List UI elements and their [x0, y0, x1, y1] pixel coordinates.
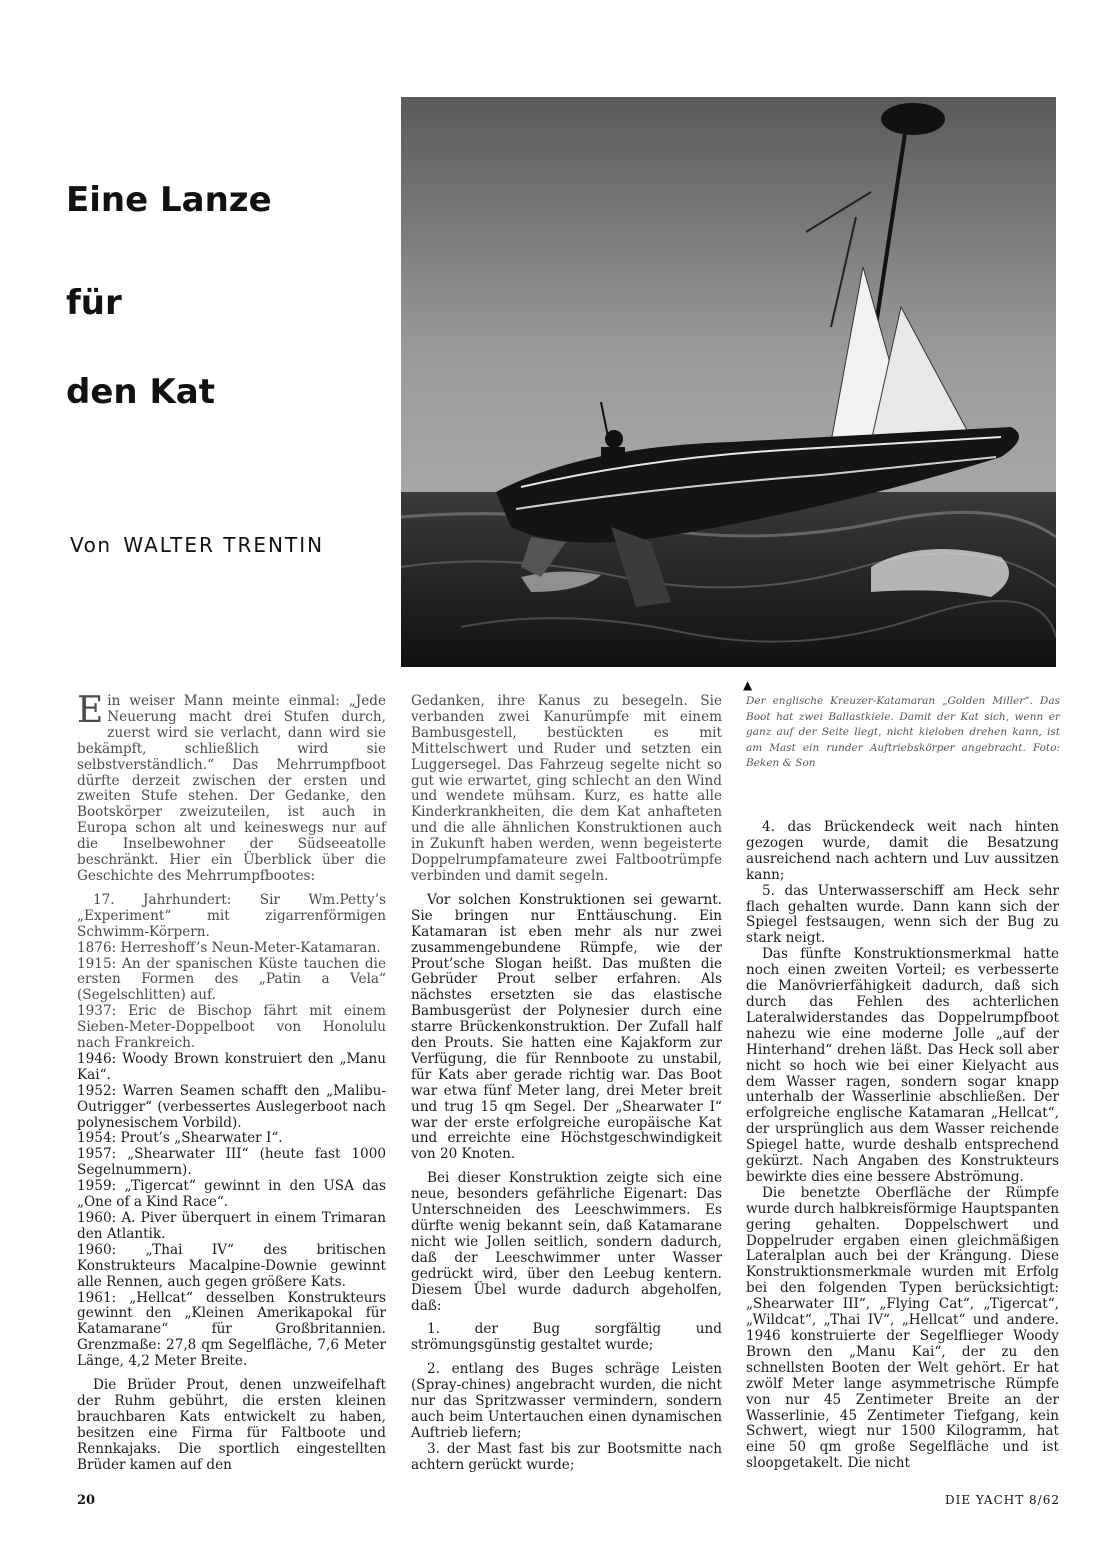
- chronology-item: 1957: „Shearwater III“ (heute fast 1000 Segelnummern).: [77, 1146, 386, 1179]
- chronology-item: 1946: Woody Brown konstruiert den „Manu Kai“.: [77, 1050, 386, 1083]
- body-paragraph: Die benetzte Oberfläche der Rümpfe wurde durch halbkreisförmige Hauptspanten gering gehalten. Doppelschwert und Doppelruder ergaben einen gleichmäßigen Lateralplan auch bei der Krängung. Diese Konstruktionsmerkmale wurden mit Erfolg bei den folgenden Typen berücksichtigt: „Shearwater III“, „Flying Cat“, „Tigercat“, „Wildcat“, „Thai IV“, „Hellcat“ und andere. 1946 konstruierte der Segelflieger Woody Brown den „Manu Kai“, der zu den schnellsten Booten der Welt gehört. Er hat zwölf Meter lange asymmetrische Rümpfe von nur 45 Zentimeter Breite an der Wasserlinie, 45 Zentimeter Tiefgang, kein Schwert, wiegt nur 1500 Kilogramm, hat eine 50 qm große Segelfläche und ist sloopgetakelt. Die nicht: [746, 1184, 1059, 1472]
- column-3: [746, 820, 1059, 1472]
- running-head: DIE YACHT 8/62: [944, 1493, 1060, 1507]
- chronology-list: [77, 893, 386, 1370]
- list-item: 4. das Brückendeck weit nach hinten gezogen wurde, damit die Besatzung ausreichend nach achtern und Luv aussitzen kann;: [746, 819, 1059, 883]
- column-1: [77, 690, 386, 1474]
- chronology-item: 1952: Warren Seamen schafft den „Malibu-Outrigger“ (verbessertes Auslegerboot nach polynesischem Vorbild).: [77, 1082, 386, 1131]
- chronology-item: 1954: Prout’s „Shearwater I“.: [77, 1130, 283, 1147]
- byline-author: WALTER TRENTIN: [123, 533, 325, 557]
- intro-paragraph: in weiser Mann meinte einmal: „Jede Neuerung macht drei Stufen durch, zuerst wird sie verlacht, dann wird sie bekämpft, schließlich wird sie selbstverständlich.“ Das Mehrrumpfboot dürfte derzeit zwischen der ersten und zweiten Stufe stehen. Der Gedanke, den Bootskörper zweizuteilen, ist auch in Europa schon alt und keineswegs nur auf die Inselbewohner der Südseeatolle beschränkt. Hier ein Überblick über die Geschichte des Mehrrumpfbootes:: [77, 693, 386, 884]
- page-number: 20: [77, 1493, 96, 1508]
- chronology-item: 17. Jahrhundert: Sir Wm.Petty’s „Experiment“ mit zigarrenförmigen Schwimm-Körpern.: [77, 891, 386, 940]
- catamaran-photo-image: [401, 97, 1056, 667]
- chronology-item: 1915: An der spanischen Küste tauchen die ersten Formen des „Patin a Vela“ (Segelschlitten) auf.: [77, 955, 386, 1004]
- column-2: [411, 694, 722, 1474]
- chronology-item: 1960: „Thai IV“ des britischen Konstrukteurs Macalpine-Downie gewinnt alle Rennen, auch gegen größere Kats.: [77, 1241, 386, 1290]
- body-paragraph: Bei dieser Konstruktion zeigte sich eine neue, besonders gefährliche Eigenart: Das Unterschneiden des Leeschwimmers. Es dürfte wenig bekannt sein, daß Katamarane nicht wie Jollen seitlich, sondern dadurch, daß der Leeschwimmer unter Wasser gedrückt wird, über den Leebug kentern. Diesem Übel wurde dadurch abgeholfen, daß:: [411, 1170, 722, 1314]
- list-item: 3. der Mast fast bis zur Bootsmitte nach achtern gerückt wurde;: [411, 1440, 722, 1473]
- list-item: 1. der Bug sorgfältig und strömungsgünstig gestaltet wurde;: [411, 1321, 722, 1354]
- photo-caption: [746, 694, 1060, 772]
- list-item: 2. entlang des Buges schräge Leisten (Spray-chines) angebracht wurden, die nicht nur das Spritzwasser vermindern, sondern auch beim Untertauchen einen dynamischen Auftrieb liefern;: [411, 1361, 722, 1441]
- headline-line-1: Eine Lanze: [66, 180, 272, 220]
- drop-cap: E: [77, 690, 104, 731]
- headline-line-3: den Kat: [66, 372, 215, 412]
- caption-text: Der englische Kreuzer-Katamaran „Golden Miller“. Das Boot hat zwei Ballastkiele. Damit der Kat sich, wenn er ganz auf der Seite liegt, nicht kieloben drehen kann, ist am Mast ein runder Auftriebskörper angebracht.: [746, 695, 1060, 754]
- chronology-item: 1961: „Hellcat“ desselben Konstrukteurs gewinnt den „Kleinen Amerikapokal für Katamarane“ für Großbritannien. Grenzmaße: 27,8 qm Segelfläche, 7,6 Meter Länge, 4,2 Meter Breite.: [77, 1289, 386, 1370]
- chronology-item: 1937: Eric de Bischop fährt mit einem Sieben-Meter-Doppelboot von Honolulu nach Frankreich.: [77, 1003, 386, 1052]
- photo-credit: Foto: Beken & Son: [746, 741, 1061, 770]
- byline: [70, 533, 390, 557]
- catamaran-photo: [401, 97, 1056, 667]
- chronology-item: 1876: Herreshoff’s Neun-Meter-Katamaran.: [77, 939, 381, 956]
- body-paragraph: Das fünfte Konstruktionsmerkmal hatte noch einen zweiten Vorteil; es verbesserte die Manövrierfähigkeit dadurch, daß sich durch das Fehlen des achterlichen Lateralwiderstandes das Doppelrumpfboot nahezu wie eine moderne Jolle „auf der Hinterhand“ drehen läßt. Das Heck soll aber nicht so hoch wie bei einer Kielyacht aus dem Wasser ragen, sondern sogar knapp unterhalb der Wasserlinie abschließen. Der erfolgreiche englische Katamaran „Hellcat“, der ursprünglich aus dem Wasser reichende Spiegel hatte, wurde deshalb entsprechend gekürzt. Nach Angaben des Konstrukteurs bewirkte dies eine bessere Abströmung.: [746, 946, 1059, 1185]
- prout-paragraph: Die Brüder Prout, denen unzweifelhaft der Ruhm gebührt, die ersten kleinen brauchbaren Kats entwickelt zu haben, besitzen eine Firma für Faltboote und Rennkajaks. Die sportlich eingestellten Brüder kamen auf den: [77, 1377, 386, 1473]
- caption-marker: ▲: [743, 678, 753, 692]
- headline-line-2: für: [66, 283, 122, 323]
- chronology-item: 1959: „Tigercat“ gewinnt in den USA das „One of a Kind Race“.: [77, 1178, 386, 1211]
- chronology-item: 1960: A. Piver überquert in einem Trimaran den Atlantik.: [77, 1210, 386, 1242]
- byline-prefix: Von: [70, 533, 112, 557]
- body-paragraph: Vor solchen Konstruktionen sei gewarnt. Sie bringen nur Enttäuschung. Ein Katamaran ist eben mehr als nur zwei zusammengebundene Rümpfe, wie der Prout’sche Slogan heißt. Das mußten die Gebrüder Prout selber erfahren. Als nächstes ersetzten sie das elastische Bambusgerüst der Polynesier durch eine starre Brückenkonstruktion. Der Zufall half den Prouts. Sie hatten eine Kajakform zur Verfügung, die für Rennboote zu unstabil, für Kats aber gerade richtig war. Das Boot war etwa fünf Meter lang, drei Meter breit und trug 15 qm Segel. Der „Shearwater I“ war der erste erfolgreiche europäische Kat und erreichte eine Höchstgeschwindigkeit von 20 Knoten.: [411, 891, 722, 1163]
- list-item: 5. das Unterwasserschiff am Heck sehr flach gehalten wurde. Dann kann sich der Spiegel festsaugen, wenn sich der Bug zu stark neigt.: [746, 882, 1059, 947]
- body-paragraph: Gedanken, ihre Kanus zu besegeln. Sie verbanden zwei Kanurümpfe mit einem Bambusgestell, bestückten es mit Mittelschwert und Ruder und setzten ein Luggersegel. Das Fahrzeug segelte nicht so gut wie erwartet, ging schlecht an den Wind und wendete mühsam. Kurz, es hatte alle Kinderkrankheiten, die dem Kat anhafteten und die alle ähnlichen Konstruktionen auch in Zukunft haben werden, wenn begeisterte Doppelrumpfamateure zwei Faltbootrümpfe verbinden und damit segeln.: [411, 693, 722, 884]
